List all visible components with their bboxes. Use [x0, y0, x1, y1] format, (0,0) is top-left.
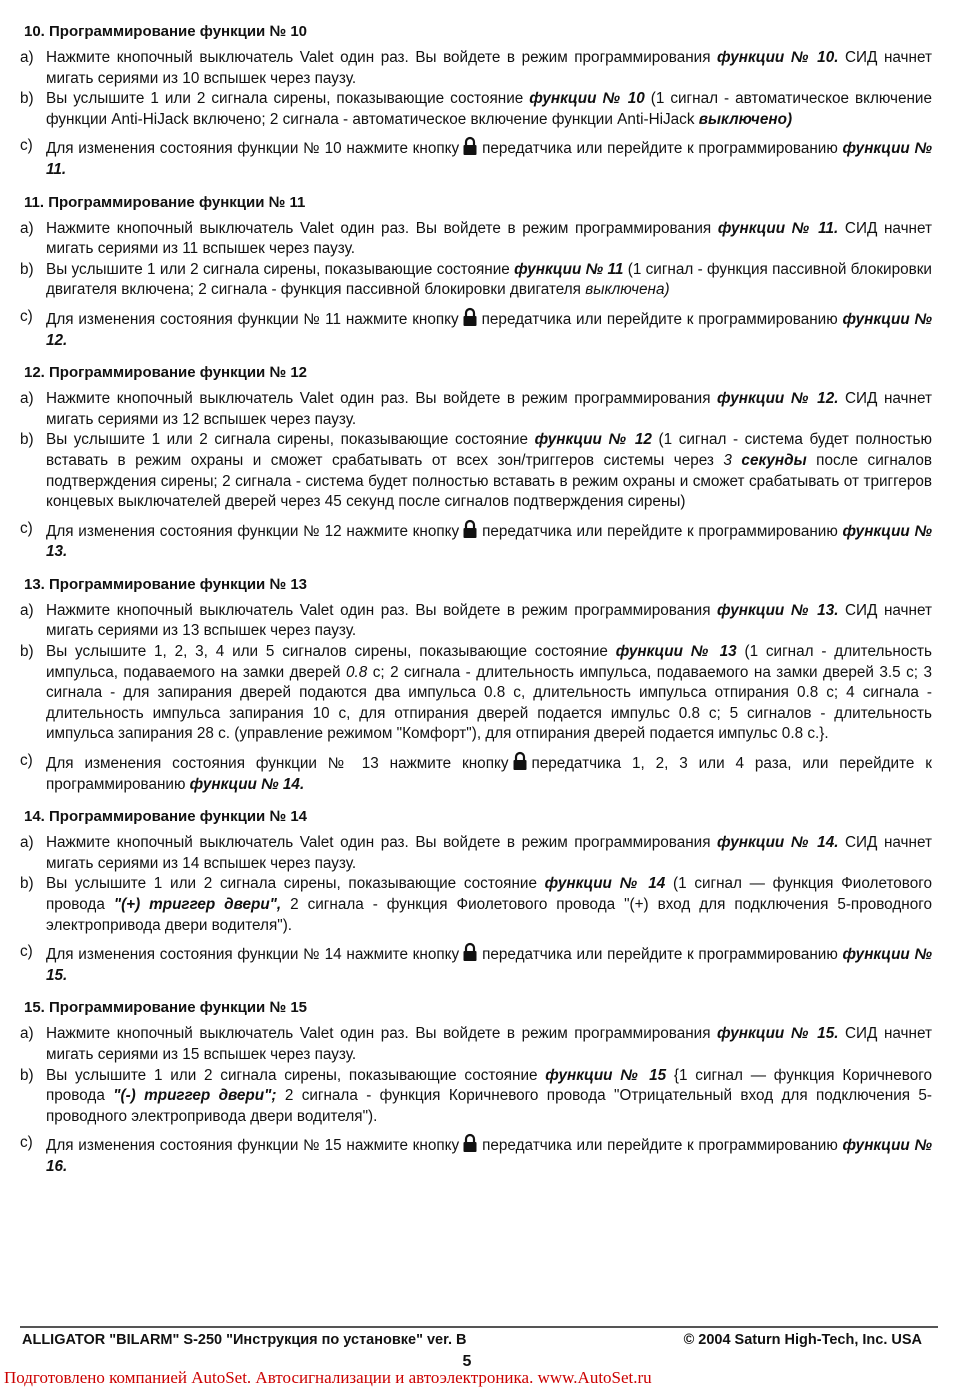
step-text: Нажмите кнопочный выключатель Valet один раз. Вы войдете в режим программирования функции № 14. СИД начнет мигать сериями из 14 вспышек через паузу.: [46, 834, 932, 872]
step-text: Вы услышите 1 или 2 сигнала сирены, показывающие состояние функции № 14 (1 сигнал — функция Фиолетового провода "(+) триггер двери", 2 сигнала - функция Фиолетового провода "(+) вход для подключения 5-проводного электропривода двери водителя").: [46, 875, 932, 934]
credit-line: Подготовлено компанией AutoSet. Автосигнализации и автоэлектроника. www.AutoSet.ru: [4, 1368, 652, 1387]
step-letter: c): [20, 943, 33, 961]
step-text: Вы услышите 1 или 2 сигнала сирены, показывающие состояние функции № 10 (1 сигнал - автоматическое включение функции Anti-HiJack включено; 2 сигнала - автоматическое включение функции Anti-HiJack выключено): [46, 90, 932, 128]
step-b: [20, 89, 932, 130]
page-number: 5: [462, 1353, 472, 1370]
step-letter: a): [20, 834, 34, 852]
step-c: [20, 136, 932, 180]
step-text: Нажмите кнопочный выключатель Valet один раз. Вы войдете в режим программирования функции № 11. СИД начнет мигать сериями из 11 вспышек через паузу.: [46, 219, 932, 258]
step-text: Для изменения состояния функции № 12 нажмите кнопку передатчика или перейдите к программированию функции № 13.: [46, 519, 932, 563]
step-a: [20, 601, 932, 642]
step-text: Для изменения состояния функции № 13 нажмите кнопку передатчика 1, 2, 3 или 4 раза, или перейдите к программированию функции № 14.: [46, 751, 932, 795]
step-a: [20, 833, 932, 874]
step-letter: c): [20, 752, 33, 770]
lock-icon: [512, 751, 528, 771]
lock-icon: [462, 942, 478, 962]
step-text: Нажмите кнопочный выключатель Valet один раз. Вы войдете в режим программирования функции № 15. СИД начнет мигать сериями из 15 вспышек через паузу.: [46, 1025, 932, 1063]
step-text: Нажмите кнопочный выключатель Valet один раз. Вы войдете в режим программирования функции № 13. СИД начнет мигать сериями из 13 вспышек через паузу.: [46, 601, 932, 640]
step-c: [20, 307, 932, 351]
document-body: [20, 22, 932, 1190]
step-a: [20, 389, 932, 430]
step-c: [20, 1133, 932, 1177]
lock-icon: [462, 1133, 478, 1153]
step-text: Вы услышите 1, 2, 3, 4 или 5 сигналов сирены, показывающие состояние функции № 13 (1 сигнал - длительность импульса, подаваемого на замки дверей 0.8 с; 2 сигнала - длительность импульса, подаваемого на замки дверей 3.5 с; 3 сигнала - для запирания дверей подаются два импульса 0.8 с, длительность импульса отпирания 0.8 с; 4 сигнала - длительность импульса запирания 10 с, для отпирания дверей подается импульс 0.8 с; 5 сигналов - длительность импульса запирания 28 с. (управление режимом "Комфорт"), для отпирания дверей подается импульс 0.8 с.}.: [46, 643, 932, 743]
section-heading: 12. Программирование функции № 12: [24, 364, 308, 382]
step-letter: b): [20, 643, 34, 661]
step-letter: b): [20, 90, 34, 108]
step-letter: c): [20, 1134, 33, 1152]
step-c: [20, 942, 932, 986]
footer-product-title: ALLIGATOR "BILARM" S-250 "Инструкция по установке" ver. B: [22, 1332, 467, 1348]
step-c: [20, 751, 932, 795]
step-a: [20, 219, 932, 260]
step-letter: c): [20, 307, 33, 325]
step-letter: b): [20, 260, 34, 278]
step-letter: b): [20, 431, 34, 449]
section-function-13: [20, 575, 932, 795]
section-function-15: [20, 998, 932, 1177]
step-text: Для изменения состояния функции № 11 нажмите кнопку передатчика или перейдите к программированию функции № 12.: [46, 307, 932, 351]
step-text: Для изменения состояния функции № 15 нажмите кнопку передатчика или перейдите к программированию функции № 16.: [46, 1133, 932, 1177]
section-function-11: [20, 193, 932, 352]
section-function-10: [20, 22, 932, 181]
lock-icon: [462, 136, 478, 156]
step-b: [20, 1066, 932, 1128]
step-letter: c): [20, 137, 33, 155]
section-function-14: [20, 807, 932, 986]
step-letter: b): [20, 1066, 34, 1084]
step-letter: a): [20, 390, 34, 408]
step-text: Для изменения состояния функции № 14 нажмите кнопку передатчика или перейдите к программированию функции № 15.: [46, 942, 932, 986]
section-heading: 14. Программирование функции № 14: [24, 808, 308, 826]
step-letter: a): [20, 219, 34, 237]
section-function-12: [20, 363, 932, 563]
step-c: [20, 519, 932, 563]
section-heading: 10. Программирование функции № 10: [24, 23, 308, 40]
step-text: Нажмите кнопочный выключатель Valet один раз. Вы войдете в режим программирования функции № 10. СИД начнет мигать сериями из 10 вспышек через паузу.: [46, 49, 932, 87]
step-a: [20, 1024, 932, 1065]
step-b: [20, 430, 932, 512]
step-text: Вы услышите 1 или 2 сигнала сирены, показывающие состояние функции № 11 (1 сигнал - функция пассивной блокировки двигателя включена; 2 сигнала - функция пассивной блокировки двигателя выключена): [46, 260, 932, 299]
step-letter: a): [20, 601, 34, 619]
lock-icon: [462, 307, 478, 327]
step-text: Вы услышите 1 или 2 сигнала сирены, показывающие состояние функции № 12 (1 сигнал - система будет полностью вставать в режим охраны и сможет срабатывать от всех зон/триггеров системы через 3 секунды после сигналов подтверждения сирены; 2 сигнала - система будет полностью вставать в режим охраны и сможет срабатывать от триггеров концевых выключателей дверей через 45 секунд после сигналов подтверждения сирены): [46, 431, 933, 511]
step-b: [20, 642, 932, 745]
step-letter: b): [20, 875, 34, 893]
step-b: [20, 874, 932, 936]
footer-copyright: © 2004 Saturn High-Tech, Inc. USA: [683, 1332, 922, 1348]
section-heading: 13. Программирование функции № 13: [24, 575, 308, 593]
step-letter: a): [20, 49, 34, 66]
step-a: [20, 48, 932, 89]
step-b: [20, 260, 932, 301]
section-heading: 11. Программирование функции № 11: [24, 193, 306, 211]
step-letter: c): [20, 519, 33, 537]
step-letter: a): [20, 1025, 34, 1043]
step-text: Вы услышите 1 или 2 сигнала сирены, показывающие состояние функции № 15 {1 сигнал — функция Коричневого провода "(-) триггер двери"; 2 сигнала - функция Коричневого провода "Отрицательный вход для подключения 5-проводного электропривода двери водителя").: [46, 1066, 933, 1125]
lock-icon: [462, 519, 478, 539]
step-text: Нажмите кнопочный выключатель Valet один раз. Вы войдете в режим программирования функции № 12. СИД начнет мигать сериями из 12 вспышек через паузу.: [46, 390, 932, 428]
footer-divider: [20, 1326, 938, 1328]
section-heading: 15. Программирование функции № 15: [24, 999, 308, 1017]
step-text: Для изменения состояния функции № 10 нажмите кнопку передатчика или перейдите к программированию функции № 11.: [46, 136, 932, 180]
